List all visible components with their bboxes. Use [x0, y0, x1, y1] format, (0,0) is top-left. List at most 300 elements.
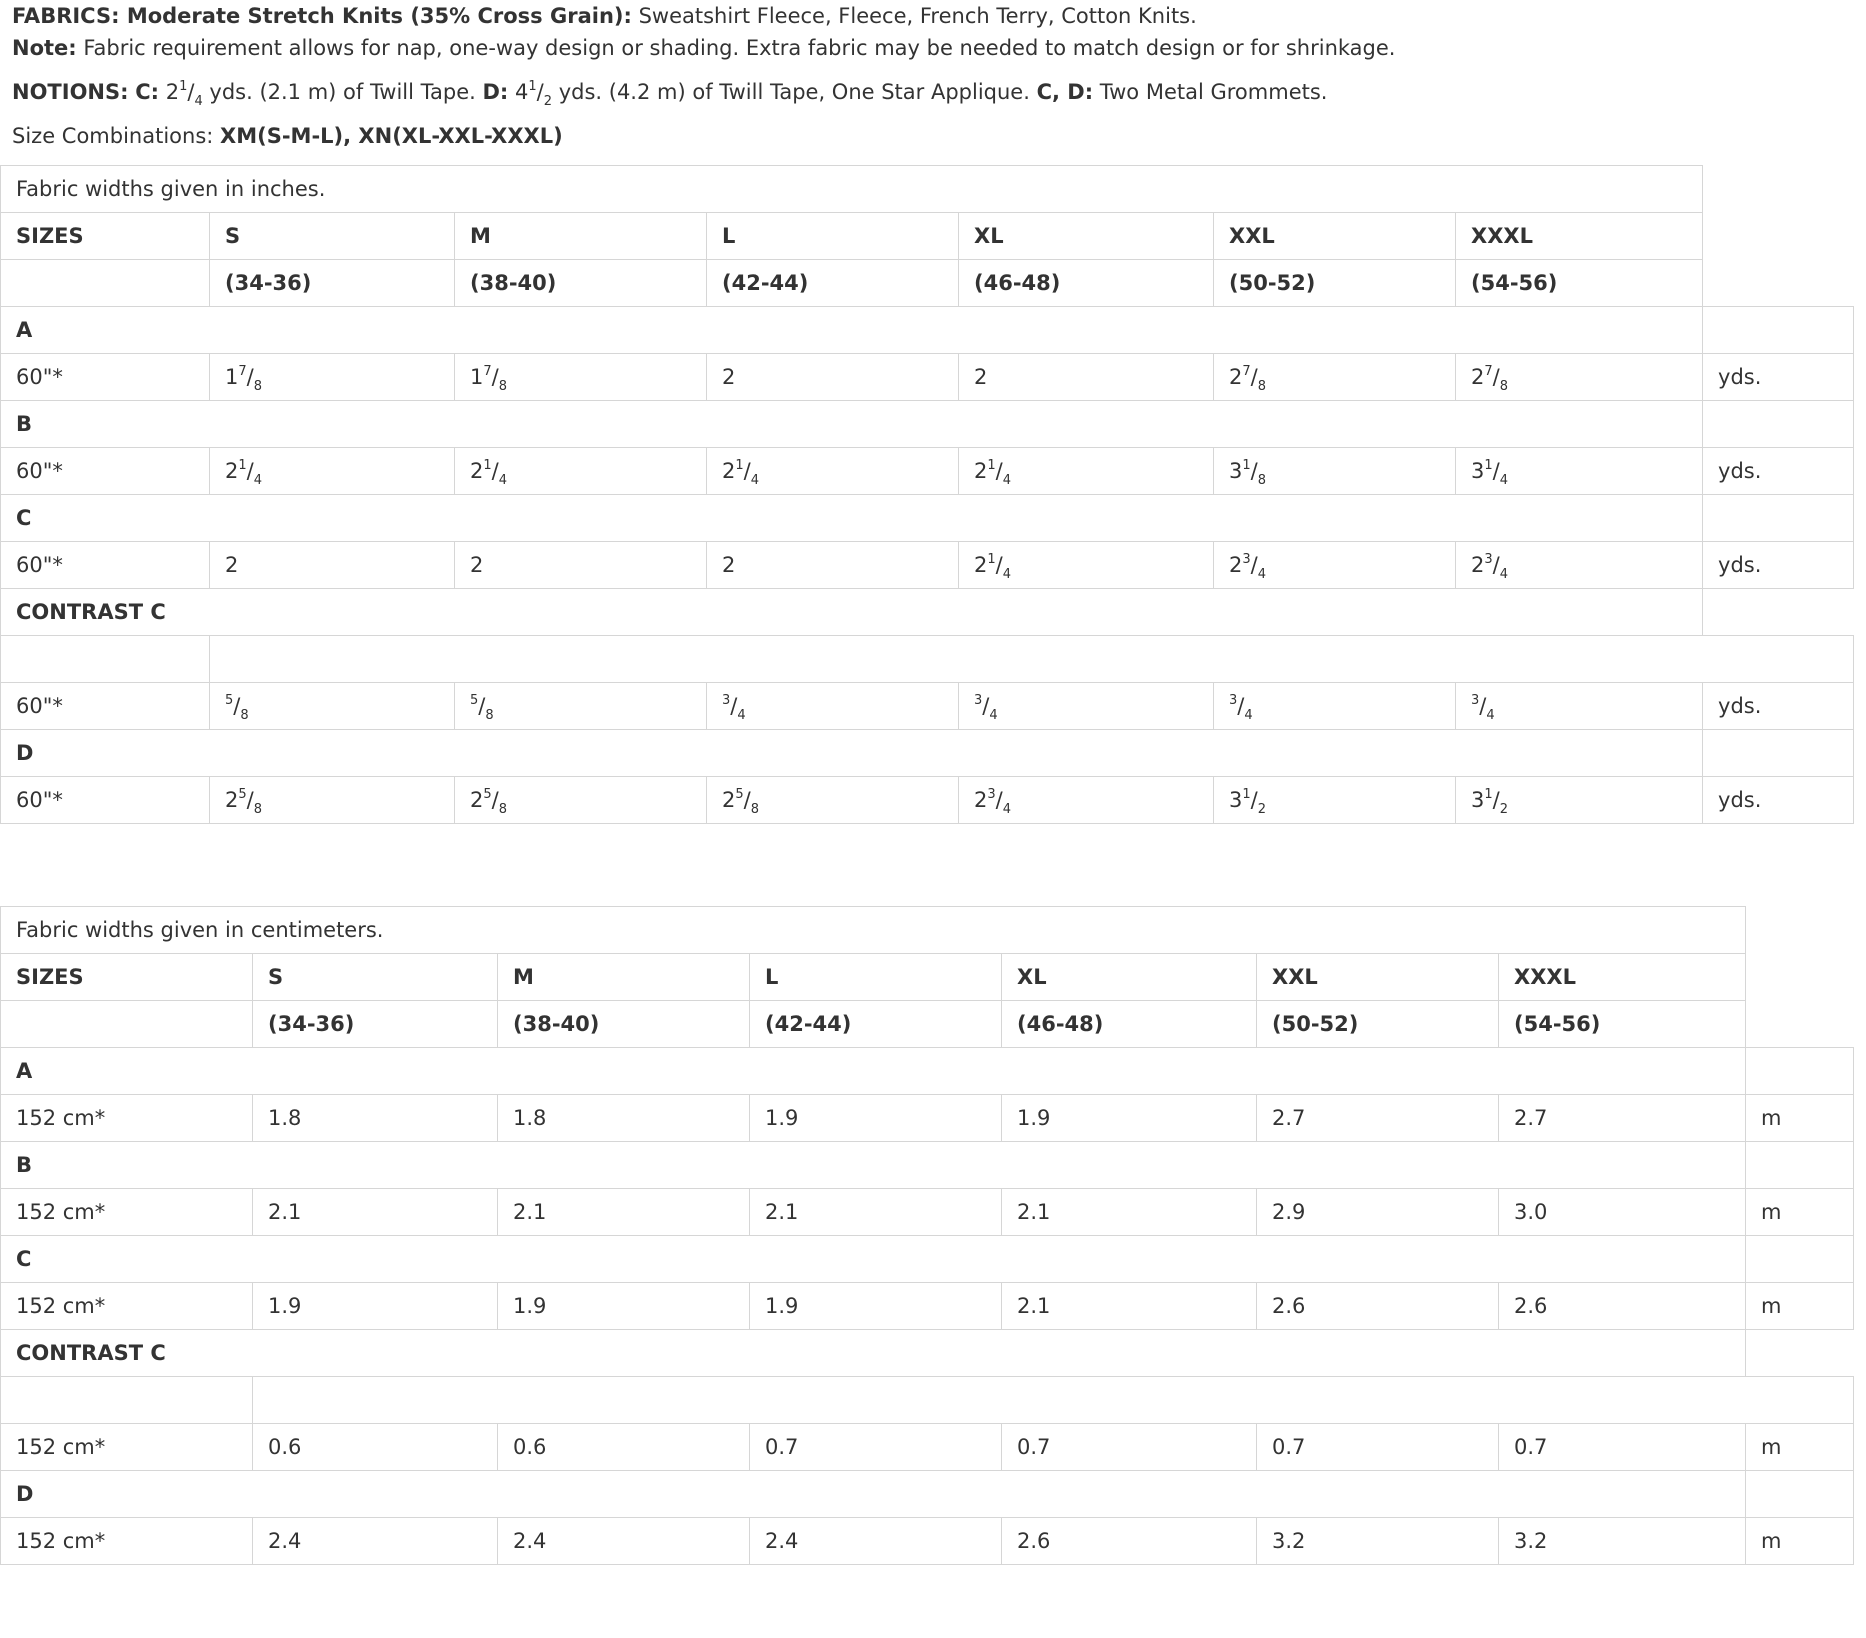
unit-spacer-cell	[1703, 307, 1854, 354]
fraction-numerator: 1	[987, 457, 996, 473]
fraction-denominator: 4	[989, 708, 998, 724]
cell-value: 0.7	[1514, 1435, 1548, 1459]
size-header-l: L	[707, 213, 959, 260]
yardage-value	[253, 1424, 498, 1471]
fraction-value: $3^1/_2$	[1229, 786, 1267, 818]
cell-value: 2.4	[268, 1529, 302, 1553]
size-header-xxxl: XXXL	[1456, 213, 1703, 260]
yardage-value	[1002, 1518, 1257, 1565]
centimeters-yardage-table	[0, 906, 1854, 1565]
notions-d-label: D:	[482, 80, 509, 104]
fraction-denominator: 8	[498, 802, 508, 818]
sizes-label: SIZES	[1, 954, 253, 1001]
yardage-value	[1002, 1189, 1257, 1236]
fraction-value: $^3/_4$	[722, 692, 746, 724]
table-caption: Fabric widths given in centimeters.	[1, 907, 1746, 954]
view-label: D	[1, 730, 1703, 777]
cell-value: 2.7	[1514, 1106, 1548, 1130]
empty-cell	[1, 636, 210, 683]
fraction-denominator: 4	[1486, 708, 1495, 724]
yardage-value	[210, 448, 455, 495]
view-label-row	[1, 1236, 1854, 1283]
fraction-denominator: 4	[737, 708, 746, 724]
fraction-denominator: 8	[1257, 379, 1267, 395]
yardage-row	[1, 777, 1854, 824]
notions-c-label: C:	[135, 80, 160, 104]
yardage-value	[253, 1518, 498, 1565]
view-label-row	[1, 730, 1854, 777]
notions-d-amount: $4^1/_2$	[515, 78, 553, 110]
fraction-numerator: 1	[483, 457, 492, 473]
size-range: (38-40)	[455, 260, 707, 307]
fraction-whole: 2	[225, 459, 239, 483]
fraction-whole: 3	[1471, 459, 1485, 483]
view-label-row	[1, 1330, 1854, 1377]
fraction-denominator: 4	[1499, 473, 1509, 489]
fraction-whole: 2	[1229, 365, 1243, 389]
size-ranges-row	[1, 1001, 1854, 1048]
yardage-value	[959, 542, 1214, 589]
view-label: B	[1, 1142, 1746, 1189]
fraction-whole: 2	[974, 459, 988, 483]
fabric-width: 60"*	[1, 448, 210, 495]
fraction-whole: 2	[974, 553, 988, 577]
fraction-value: $1^7/_8$	[470, 363, 508, 395]
size-range: (38-40)	[498, 1001, 750, 1048]
view-label-row	[1, 401, 1854, 448]
note-label: Note:	[12, 36, 77, 60]
cell-value: 1.9	[268, 1294, 302, 1318]
yardage-value	[1257, 1189, 1499, 1236]
fraction-value: $3^1/_8$	[1229, 457, 1267, 489]
yardage-value	[750, 1424, 1002, 1471]
fraction-value: $2^5/_8$	[722, 786, 760, 818]
yardage-row	[1, 1518, 1854, 1565]
size-header-s: S	[253, 954, 498, 1001]
unit-spacer-cell	[1746, 1048, 1854, 1095]
fraction-value: $2^3/_4$	[1471, 551, 1509, 583]
unit-spacer-cell	[1703, 495, 1854, 542]
notions-c-num: 1	[179, 78, 188, 94]
fraction-value: $2^1/_4$	[225, 457, 263, 489]
size-header-m: M	[455, 213, 707, 260]
yardage-value	[210, 542, 455, 589]
size-header-xl: XL	[959, 213, 1214, 260]
notions-cd-text: Two Metal Grommets.	[1093, 80, 1328, 104]
blank-cell	[1746, 1330, 1854, 1377]
unit-label: yds.	[1703, 683, 1854, 730]
inches-yardage-table	[0, 165, 1854, 824]
blank-cell	[1703, 260, 1854, 307]
unit-spacer-cell	[1746, 1471, 1854, 1518]
yardage-row	[1, 1095, 1854, 1142]
yardage-value	[498, 1518, 750, 1565]
yardage-row	[1, 1189, 1854, 1236]
yardage-value	[210, 354, 455, 401]
fraction-numerator: 5	[483, 786, 492, 802]
fraction-value: $2^1/_4$	[974, 551, 1012, 583]
cell-value: 2.4	[765, 1529, 799, 1553]
size-range: (34-36)	[210, 260, 455, 307]
fraction-denominator: 4	[1002, 802, 1012, 818]
yardage-row	[1, 448, 1854, 495]
fraction-numerator: 1	[1242, 457, 1251, 473]
cell-value: 2	[974, 365, 988, 389]
fraction-numerator: 1	[1484, 786, 1493, 802]
size-range: (42-44)	[707, 260, 959, 307]
fraction-numerator: 5	[735, 786, 744, 802]
yardage-value	[750, 1189, 1002, 1236]
yardage-row	[1, 542, 1854, 589]
unit-label: m	[1746, 1518, 1854, 1565]
empty-cell	[253, 1377, 1854, 1424]
fabric-width: 60"*	[1, 683, 210, 730]
size-combinations-line	[12, 120, 1866, 152]
yardage-value	[1002, 1424, 1257, 1471]
fabrics-label: FABRICS: Moderate Stretch Knits (35% Cross Grain):	[12, 4, 632, 28]
fraction-whole: 1	[470, 365, 484, 389]
view-label-row	[1, 495, 1854, 542]
size-header-xl: XL	[1002, 954, 1257, 1001]
yardage-value	[498, 1283, 750, 1330]
notions-c-den: 4	[194, 94, 203, 110]
fraction-denominator: 4	[1499, 567, 1509, 583]
fraction-denominator: 4	[1002, 567, 1012, 583]
yardage-value	[1002, 1095, 1257, 1142]
yardage-value	[750, 1518, 1002, 1565]
cell-value: 1.9	[1017, 1106, 1051, 1130]
fraction-value: $2^7/_8$	[1471, 363, 1509, 395]
yardage-value	[253, 1283, 498, 1330]
unit-label: m	[1746, 1095, 1854, 1142]
yardage-value	[1499, 1424, 1746, 1471]
fraction-whole: 3	[1229, 459, 1243, 483]
fraction-denominator: 8	[498, 379, 508, 395]
empty-cell	[210, 636, 1854, 683]
notions-d-whole: 4	[515, 80, 529, 104]
yardage-value	[1499, 1518, 1746, 1565]
fraction-whole: 2	[1471, 365, 1485, 389]
notions-d-den: 2	[543, 94, 553, 110]
unit-label: yds.	[1703, 542, 1854, 589]
fabrics-text: Sweatshirt Fleece, Fleece, French Terry, Cotton Knits.	[631, 4, 1197, 28]
fabric-width: 60"*	[1, 542, 210, 589]
fraction-numerator: 5	[225, 692, 234, 708]
cell-value: 2.7	[1272, 1106, 1306, 1130]
fabric-requirements-document	[0, 0, 1866, 152]
unit-label: m	[1746, 1424, 1854, 1471]
empty-cell	[1, 1001, 253, 1048]
size-range: (34-36)	[253, 1001, 498, 1048]
yardage-row	[1, 1424, 1854, 1471]
unit-label: yds.	[1703, 777, 1854, 824]
view-label: B	[1, 401, 1703, 448]
notions-c-whole: 2	[165, 80, 180, 104]
unit-spacer-cell	[1746, 1236, 1854, 1283]
fraction-numerator: 3	[1471, 692, 1480, 708]
yardage-value	[1002, 1283, 1257, 1330]
blank-cell	[1746, 1001, 1854, 1048]
cell-value: 2	[722, 553, 736, 577]
fraction-denominator: 8	[1499, 379, 1509, 395]
fraction-numerator: 3	[974, 692, 983, 708]
yardage-value	[959, 683, 1214, 730]
unit-label: yds.	[1703, 448, 1854, 495]
cell-value: 1.9	[513, 1294, 547, 1318]
empty-cell	[1, 1377, 253, 1424]
cell-value: 3.2	[1514, 1529, 1548, 1553]
cell-value: 2	[225, 553, 239, 577]
yardage-value	[210, 777, 455, 824]
yardage-value	[1257, 1283, 1499, 1330]
cell-value: 3.0	[1514, 1200, 1548, 1224]
unit-label: m	[1746, 1189, 1854, 1236]
view-label-row	[1, 307, 1854, 354]
view-label: A	[1, 307, 1703, 354]
fraction-numerator: 3	[722, 692, 731, 708]
fraction-denominator: 8	[253, 379, 263, 395]
cell-value: 2.6	[1514, 1294, 1548, 1318]
cell-value: 0.7	[765, 1435, 799, 1459]
fraction-denominator: 4	[1257, 567, 1267, 583]
cell-value: 2.1	[765, 1200, 799, 1224]
yardage-value	[707, 354, 959, 401]
fraction-value: $^5/_8$	[470, 692, 494, 724]
fraction-numerator: 1	[1242, 786, 1251, 802]
caption-row	[1, 907, 1854, 954]
yardage-value	[959, 354, 1214, 401]
cell-value: 1.9	[765, 1294, 799, 1318]
fraction-denominator: 4	[1244, 708, 1253, 724]
size-range: (54-56)	[1499, 1001, 1746, 1048]
size-ranges-row	[1, 260, 1854, 307]
size-header-s: S	[210, 213, 455, 260]
yardage-value	[1499, 1189, 1746, 1236]
view-label: CONTRAST C	[1, 589, 1703, 636]
empty-cell	[1, 260, 210, 307]
blank-cell	[1703, 213, 1854, 260]
spacer-row	[1, 1377, 1854, 1424]
fraction-value: $3^1/_4$	[1471, 457, 1509, 489]
yardage-value	[1456, 542, 1703, 589]
fraction-value: $2^5/_8$	[470, 786, 508, 818]
unit-label: m	[1746, 1283, 1854, 1330]
fraction-value: $2^5/_8$	[225, 786, 263, 818]
yardage-value	[1456, 354, 1703, 401]
size-range: (42-44)	[750, 1001, 1002, 1048]
yardage-row	[1, 1283, 1854, 1330]
yardage-value	[750, 1095, 1002, 1142]
fraction-numerator: 7	[483, 363, 492, 379]
yardage-value	[707, 448, 959, 495]
fraction-numerator: 5	[238, 786, 247, 802]
cell-value: 1.8	[513, 1106, 547, 1130]
fraction-denominator: 2	[1499, 802, 1509, 818]
fraction-numerator: 1	[735, 457, 744, 473]
yardage-value	[707, 542, 959, 589]
fraction-value: $1^7/_8$	[225, 363, 263, 395]
cell-value: 1.9	[765, 1106, 799, 1130]
fraction-denominator: 2	[1257, 802, 1267, 818]
fraction-denominator: 4	[253, 473, 263, 489]
yardage-value	[1257, 1518, 1499, 1565]
size-range: (50-52)	[1257, 1001, 1499, 1048]
notions-line	[12, 76, 1866, 108]
view-label-row	[1, 1048, 1854, 1095]
notions-label: NOTIONS:	[12, 80, 129, 104]
cell-value: 1.8	[268, 1106, 302, 1130]
fraction-numerator: 7	[238, 363, 247, 379]
view-label: D	[1, 1471, 1746, 1518]
fabric-width: 60"*	[1, 354, 210, 401]
fraction-whole: 2	[1229, 553, 1243, 577]
size-range: (54-56)	[1456, 260, 1703, 307]
blank-cell	[1746, 907, 1854, 954]
fraction-value: $2^3/_4$	[974, 786, 1012, 818]
yardage-value	[455, 683, 707, 730]
notions-c-amount: $2^1/_4$	[165, 78, 203, 110]
sizes-header-row	[1, 213, 1854, 260]
unit-spacer-cell	[1703, 730, 1854, 777]
yardage-value	[707, 683, 959, 730]
size-range: (50-52)	[1214, 260, 1456, 307]
yardage-value	[959, 777, 1214, 824]
yardage-value	[750, 1283, 1002, 1330]
yardage-value	[1214, 354, 1456, 401]
view-label: C	[1, 1236, 1746, 1283]
fraction-value: $2^7/_8$	[1229, 363, 1267, 395]
fraction-numerator: 1	[987, 551, 996, 567]
fabric-width: 152 cm*	[1, 1189, 253, 1236]
yardage-value	[1214, 777, 1456, 824]
note-text: Fabric requirement allows for nap, one-way design or shading. Extra fabric may be needed to match design or for shrinkage.	[76, 36, 1396, 60]
view-label: CONTRAST C	[1, 1330, 1746, 1377]
fraction-value: $3^1/_2$	[1471, 786, 1509, 818]
size-range: (46-48)	[959, 260, 1214, 307]
view-label-row	[1, 1471, 1854, 1518]
yardage-value	[1456, 777, 1703, 824]
fabrics-line	[12, 0, 1866, 32]
fraction-denominator: 8	[240, 708, 249, 724]
fraction-value: $^3/_4$	[1471, 692, 1495, 724]
fabric-width: 152 cm*	[1, 1518, 253, 1565]
unit-spacer-cell	[1703, 401, 1854, 448]
fraction-whole: 1	[225, 365, 239, 389]
sizes-header-row	[1, 954, 1854, 1001]
cell-value: 2.6	[1272, 1294, 1306, 1318]
cell-value: 2	[470, 553, 484, 577]
yardage-value	[1257, 1424, 1499, 1471]
fabric-width: 60"*	[1, 777, 210, 824]
fraction-value: $2^3/_4$	[1229, 551, 1267, 583]
cell-value: 0.6	[268, 1435, 302, 1459]
fraction-value: $^5/_8$	[225, 692, 249, 724]
cell-value: 2.9	[1272, 1200, 1306, 1224]
note-line	[12, 32, 1866, 64]
view-label-row	[1, 1142, 1854, 1189]
unit-spacer-cell	[1746, 1142, 1854, 1189]
fraction-whole: 2	[722, 788, 736, 812]
fraction-whole: 2	[974, 788, 988, 812]
spacer-row	[1, 636, 1854, 683]
fraction-numerator: 7	[1484, 363, 1493, 379]
fraction-numerator: 3	[987, 786, 996, 802]
yardage-value	[498, 1424, 750, 1471]
yardage-value	[253, 1095, 498, 1142]
view-label: A	[1, 1048, 1746, 1095]
cell-value: 0.7	[1017, 1435, 1051, 1459]
fraction-numerator: 1	[1484, 457, 1493, 473]
yardage-value	[253, 1189, 498, 1236]
sizes-label: SIZES	[1, 213, 210, 260]
fraction-denominator: 8	[253, 802, 263, 818]
fabric-width: 152 cm*	[1, 1283, 253, 1330]
fraction-value: $2^1/_4$	[974, 457, 1012, 489]
notions-d-num: 1	[528, 78, 537, 94]
fraction-whole: 2	[722, 459, 736, 483]
yardage-value	[1499, 1283, 1746, 1330]
fraction-whole: 3	[1229, 788, 1243, 812]
cell-value: 2.4	[513, 1529, 547, 1553]
size-header-xxxl: XXXL	[1499, 954, 1746, 1001]
blank-cell	[1703, 166, 1854, 213]
yardage-value	[498, 1095, 750, 1142]
cell-value: 0.6	[513, 1435, 547, 1459]
yardage-value	[959, 448, 1214, 495]
size-header-xxl: XXL	[1257, 954, 1499, 1001]
fraction-numerator: 3	[1484, 551, 1493, 567]
fabric-width: 152 cm*	[1, 1095, 253, 1142]
yardage-value	[498, 1189, 750, 1236]
notions-c-text: yds. (2.1 m) of Twill Tape.	[202, 80, 483, 104]
yardage-row	[1, 683, 1854, 730]
blank-cell	[1746, 954, 1854, 1001]
size-header-m: M	[498, 954, 750, 1001]
yardage-value	[455, 354, 707, 401]
size-header-xxl: XXL	[1214, 213, 1456, 260]
yardage-value	[210, 683, 455, 730]
cell-value: 0.7	[1272, 1435, 1306, 1459]
cell-value: 2.1	[268, 1200, 302, 1224]
blank-cell	[1703, 589, 1854, 636]
fraction-denominator: 8	[485, 708, 494, 724]
yardage-row	[1, 354, 1854, 401]
fabric-width: 152 cm*	[1, 1424, 253, 1471]
yardage-value	[455, 448, 707, 495]
yardage-value	[1214, 542, 1456, 589]
yardage-value	[1214, 683, 1456, 730]
fraction-denominator: 8	[1257, 473, 1267, 489]
yardage-value	[1456, 683, 1703, 730]
size-combinations-label: Size Combinations:	[12, 124, 221, 148]
fraction-denominator: 4	[750, 473, 760, 489]
yardage-value	[1499, 1095, 1746, 1142]
fraction-numerator: 3	[1242, 551, 1251, 567]
cell-value: 2.1	[1017, 1200, 1051, 1224]
fraction-value: $^3/_4$	[974, 692, 998, 724]
fraction-value: $2^1/_4$	[470, 457, 508, 489]
fraction-numerator: 3	[1229, 692, 1238, 708]
fraction-numerator: 5	[470, 692, 479, 708]
fraction-numerator: 7	[1242, 363, 1251, 379]
yardage-value	[1456, 448, 1703, 495]
cell-value: 2.1	[1017, 1294, 1051, 1318]
unit-label: yds.	[1703, 354, 1854, 401]
cell-value: 2.1	[513, 1200, 547, 1224]
size-combinations-value: XM(S-M-L), XN(XL-XXL-XXXL)	[220, 124, 563, 148]
view-label-row	[1, 589, 1854, 636]
fraction-denominator: 4	[498, 473, 508, 489]
